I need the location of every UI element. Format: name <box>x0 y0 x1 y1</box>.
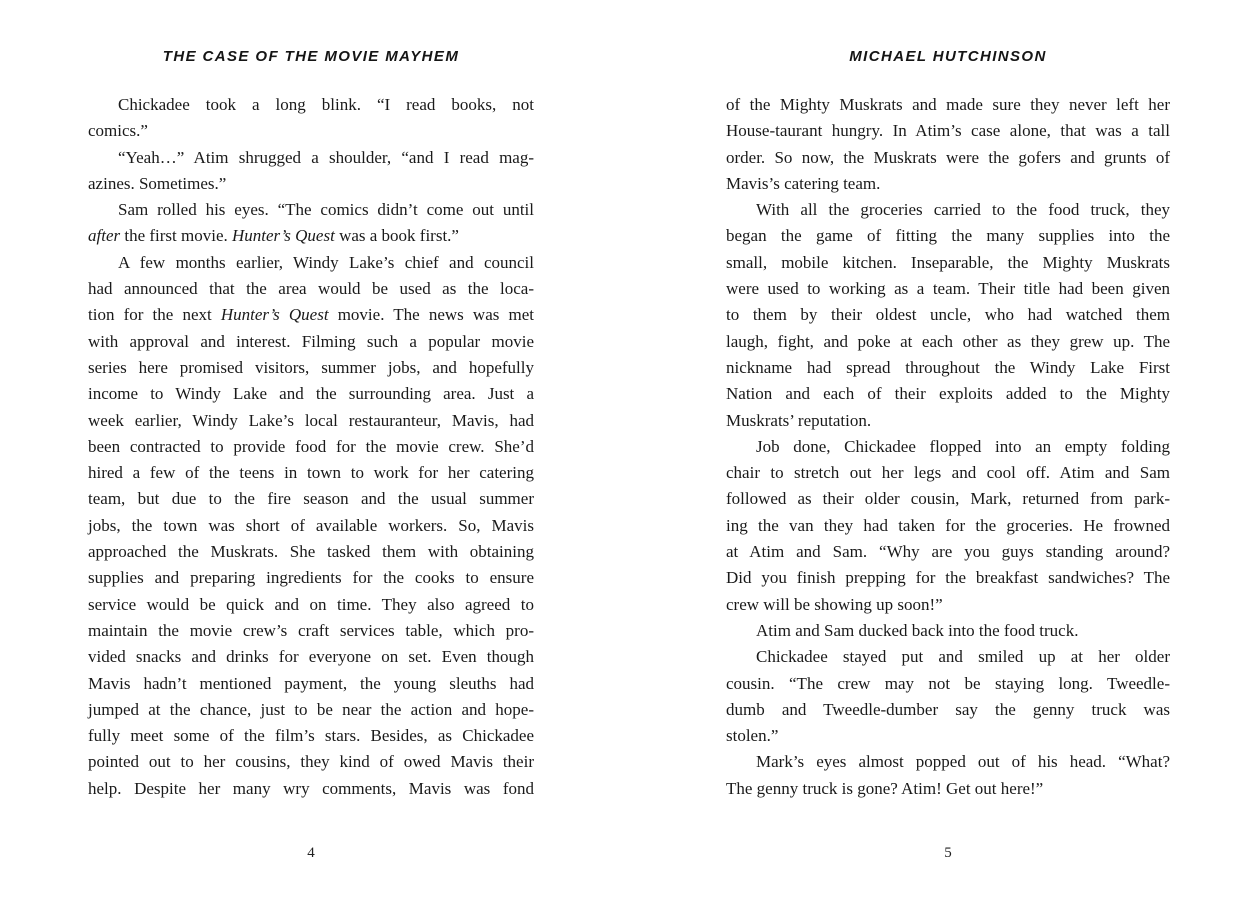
text-line: been contracted to provide food for the movie crew. She’d <box>88 436 534 456</box>
text-line: team, but due to the fire season and the usual summer <box>88 489 534 509</box>
text-line: chair to stretch out her legs and cool off. Atim and Sam <box>726 463 1170 483</box>
text-line: Chickadee stayed put and smiled up at her older <box>756 647 1170 667</box>
text-line: supplies and preparing ingredients for the cooks to ensure <box>88 568 534 588</box>
page-number-left: 4 <box>307 845 315 861</box>
page-right <box>726 0 1170 900</box>
text-line: Mark’s eyes almost popped out of his head. “What? <box>756 752 1170 772</box>
text-line: comics.” <box>88 121 148 141</box>
text-line: Chickadee took a long blink. “I read books, not <box>118 95 534 114</box>
text-line: week earlier, Windy Lake’s local restauranteur, Mavis, had <box>88 410 534 430</box>
text-line: Nation and each of their exploits added to the Mighty <box>726 384 1170 404</box>
text-line: stolen.” <box>726 726 779 746</box>
text-line: hired a few of the teens in town to work for her catering <box>88 463 534 483</box>
text-line: followed as their older cousin, Mark, returned from park- <box>726 489 1170 509</box>
text-line: Atim and Sam ducked back into the food truck. <box>756 620 1079 640</box>
text-line: azines. Sometimes.” <box>88 173 227 193</box>
text-line: of the Mighty Muskrats and made sure they never left her <box>726 95 1170 114</box>
text-line: The genny truck is gone? Atim! Get out here!” <box>726 778 1044 798</box>
text-line: Did you finish prepping for the breakfast sandwiches? The <box>726 568 1170 588</box>
text-line: pointed out to her cousins, they kind of owed Mavis their <box>88 752 534 772</box>
text-line: help. Despite her many wry comments, Mavis was fond <box>88 778 534 798</box>
page-left <box>88 0 534 900</box>
text-line: jumped at the chance, just to be near the action and hope- <box>88 699 534 719</box>
text-line: Muskrats’ reputation. <box>726 410 872 430</box>
text-line: order. So now, the Muskrats were the gofers and grunts of <box>726 147 1170 167</box>
text-line: crew will be showing up soon!” <box>726 594 943 614</box>
text-line: at Atim and Sam. “Why are you guys standing around? <box>726 542 1170 562</box>
text-line: vided snacks and drinks for everyone on set. Even though <box>88 647 534 667</box>
text-line: Sam rolled his eyes. “The comics didn’t come out until <box>118 200 534 220</box>
text-line: fully meet some of the film’s stars. Besides, as Chickadee <box>88 726 534 746</box>
text-line: nickname had spread throughout the Windy Lake First <box>726 357 1170 377</box>
text-line: were used to working as a team. Their title had been given <box>726 279 1170 299</box>
text-line: service would be quick and on time. They also agreed to <box>88 594 534 614</box>
text-line: small, mobile kitchen. Inseparable, the Mighty Muskrats <box>726 252 1170 272</box>
text-line: with approval and interest. Filming such a popular movie <box>88 331 534 351</box>
page-right-text <box>726 92 1170 802</box>
text-line: had announced that the area would be used as the loca- <box>88 279 534 299</box>
text-line: Mavis hadn’t mentioned payment, the young sleuths had <box>88 673 534 693</box>
text-line: ing the van they had taken for the groceries. He frowned <box>726 515 1170 535</box>
text-line: jobs, the town was short of available workers. So, Mavis <box>88 515 534 535</box>
text-line: maintain the movie crew’s craft services table, which pro- <box>88 620 534 640</box>
text-line: dumb and Tweedle-dumber say the genny truck was <box>726 699 1170 719</box>
running-header-book-title: THE CASE OF THE MOVIE MAYHEM <box>162 48 460 65</box>
text-line: began the game of fitting the many supplies into the <box>726 226 1170 246</box>
text-line: A few months earlier, Windy Lake’s chief and council <box>118 252 534 272</box>
text-line: “Yeah…” Atim shrugged a shoulder, “and I read mag- <box>118 147 534 167</box>
text-line: after the first movie. Hunter’s Quest was a book first.” <box>88 226 459 246</box>
text-line: to them by their oldest uncle, who had watched them <box>726 305 1170 325</box>
text-line: tion for the next Hunter’s Quest movie. The news was met <box>88 305 534 325</box>
text-line: With all the groceries carried to the food truck, they <box>756 200 1170 220</box>
text-line: Job done, Chickadee flopped into an empty folding <box>756 436 1170 456</box>
text-line: Mavis’s catering team. <box>726 173 881 193</box>
page-number-right: 5 <box>944 845 952 861</box>
running-header-author-name: MICHAEL HUTCHINSON <box>849 48 1047 65</box>
text-line: House-taurant hungry. In Atim’s case alone, that was a tall <box>726 121 1170 141</box>
text-line: cousin. “The crew may not be staying long. Tweedle- <box>726 673 1170 693</box>
text-line: series here promised visitors, summer jobs, and hopefully <box>88 357 534 377</box>
text-line: approached the Muskrats. She tasked them with obtaining <box>88 542 534 562</box>
text-line: income to Windy Lake and the surrounding area. Just a <box>88 384 534 404</box>
text-line: laugh, fight, and poke at each other as they grew up. The <box>726 331 1170 351</box>
page-left-text <box>88 92 534 802</box>
